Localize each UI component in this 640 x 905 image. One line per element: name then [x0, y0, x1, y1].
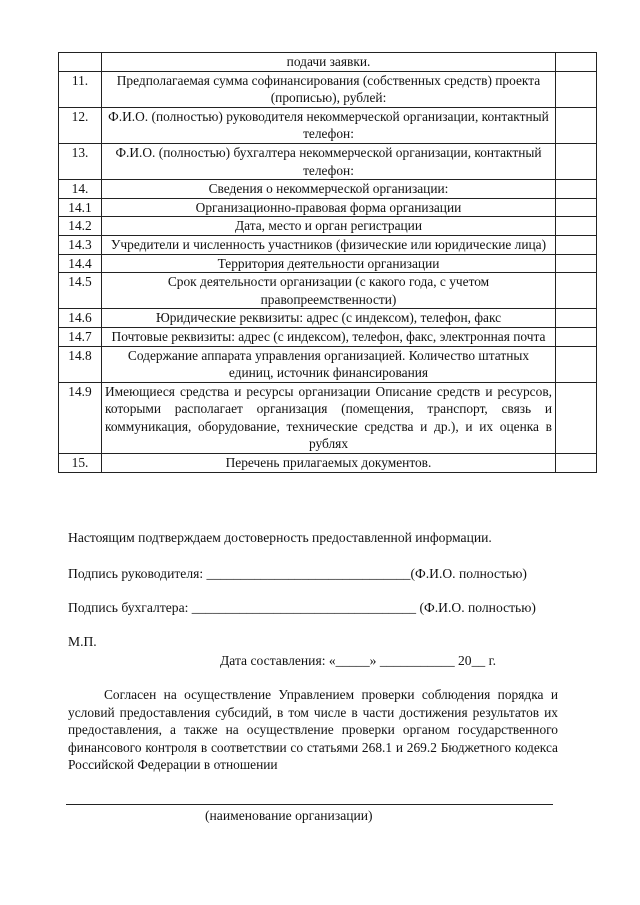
row-description: Ф.И.О. (полностью) руководителя некоммерческой организации, контактный телефон:: [102, 107, 556, 143]
row-value-cell[interactable]: [556, 254, 597, 273]
table-row: [59, 346, 597, 382]
row-description: Дата, место и орган регистрации: [102, 217, 556, 236]
row-number: 11.: [59, 71, 102, 107]
stamp-label: М.П.: [68, 634, 97, 649]
row-value-cell[interactable]: [556, 53, 597, 72]
table-row: [59, 254, 597, 273]
row-description: Организационно-правовая форма организации: [102, 198, 556, 217]
table-row: [59, 143, 597, 179]
row-value-cell[interactable]: [556, 382, 597, 453]
row-value-cell[interactable]: [556, 327, 597, 346]
row-description: Перечень прилагаемых документов.: [102, 454, 556, 473]
row-description: Территория деятельности организации: [102, 254, 556, 273]
date-of-compilation-line[interactable]: Дата составления: «_____» ___________ 20__ г.: [220, 653, 497, 668]
table-row: [59, 71, 597, 107]
table-row: [59, 309, 597, 328]
row-value-cell[interactable]: [556, 273, 597, 309]
table-row: [59, 53, 597, 72]
table-row: [59, 180, 597, 199]
table-row: [59, 327, 597, 346]
head-signature-line[interactable]: Подпись руководителя: ______________________________(Ф.И.О. полностью): [68, 566, 527, 581]
row-number: [59, 53, 102, 72]
row-value-cell[interactable]: [556, 346, 597, 382]
table-row: [59, 235, 597, 254]
row-number: 14.5: [59, 273, 102, 309]
table-row: [59, 198, 597, 217]
row-number: 14.6: [59, 309, 102, 328]
row-description: Имеющиеся средства и ресурсы организации Описание средств и ресурсов, которыми располагает организация (помещения, транспорт, связь и коммуникация, оборудование, технические средства и др.), и их оценка в рублях: [102, 382, 556, 453]
row-value-cell[interactable]: [556, 454, 597, 473]
row-value-cell[interactable]: [556, 107, 597, 143]
row-value-cell[interactable]: [556, 217, 597, 236]
row-number: 13.: [59, 143, 102, 179]
table-row: [59, 107, 597, 143]
row-value-cell[interactable]: [556, 71, 597, 107]
row-description: подачи заявки.: [102, 53, 556, 72]
organization-name-caption: (наименование организации): [205, 808, 373, 823]
row-number: 15.: [59, 454, 102, 473]
accountant-signature-line[interactable]: Подпись бухгалтера: _________________________________ (Ф.И.О. полностью): [68, 600, 536, 615]
row-description: Срок деятельности организации (с какого года, с учетом правопреемственности): [102, 273, 556, 309]
consent-paragraph: Согласен на осуществление Управлением проверки соблюдения порядка и условий предоставления субсидий, в том числе в части достижения результатов их предоставления, а также на осуществление проверки органом государственного финансового контроля в соответствии со статьями 268.1 и 269.2 Бюджетного кодекса Российской Федерации в отношении: [68, 687, 558, 773]
confirmation-statement: Настоящим подтверждаем достоверность предоставленной информации.: [68, 530, 492, 545]
row-number: 14.1: [59, 198, 102, 217]
row-description: Учредители и численность участников (физические или юридические лица): [102, 235, 556, 254]
row-number: 12.: [59, 107, 102, 143]
row-number: 14.2: [59, 217, 102, 236]
row-number: 14.9: [59, 382, 102, 453]
table-row: [59, 217, 597, 236]
row-number: 14.8: [59, 346, 102, 382]
table-row: [59, 273, 597, 309]
row-description: Почтовые реквизиты: адрес (с индексом), телефон, факс, электронная почта: [102, 327, 556, 346]
row-description: Ф.И.О. (полностью) бухгалтера некоммерческой организации, контактный телефон:: [102, 143, 556, 179]
row-number: 14.: [59, 180, 102, 199]
row-value-cell[interactable]: [556, 180, 597, 199]
row-number: 14.7: [59, 327, 102, 346]
row-description: Предполагаемая сумма софинансирования (собственных средств) проекта (прописью), рублей:: [102, 71, 556, 107]
row-value-cell[interactable]: [556, 235, 597, 254]
row-description: Сведения о некоммерческой организации:: [102, 180, 556, 199]
row-value-cell[interactable]: [556, 198, 597, 217]
row-number: 14.3: [59, 235, 102, 254]
application-form-table: [58, 52, 597, 473]
row-number: 14.4: [59, 254, 102, 273]
row-description: Юридические реквизиты: адрес (с индексом), телефон, факс: [102, 309, 556, 328]
table-row: [59, 454, 597, 473]
row-value-cell[interactable]: [556, 309, 597, 328]
table-row: [59, 382, 597, 453]
row-value-cell[interactable]: [556, 143, 597, 179]
row-description: Содержание аппарата управления организацией. Количество штатных единиц, источник финансирования: [102, 346, 556, 382]
organization-name-line[interactable]: [66, 804, 553, 805]
